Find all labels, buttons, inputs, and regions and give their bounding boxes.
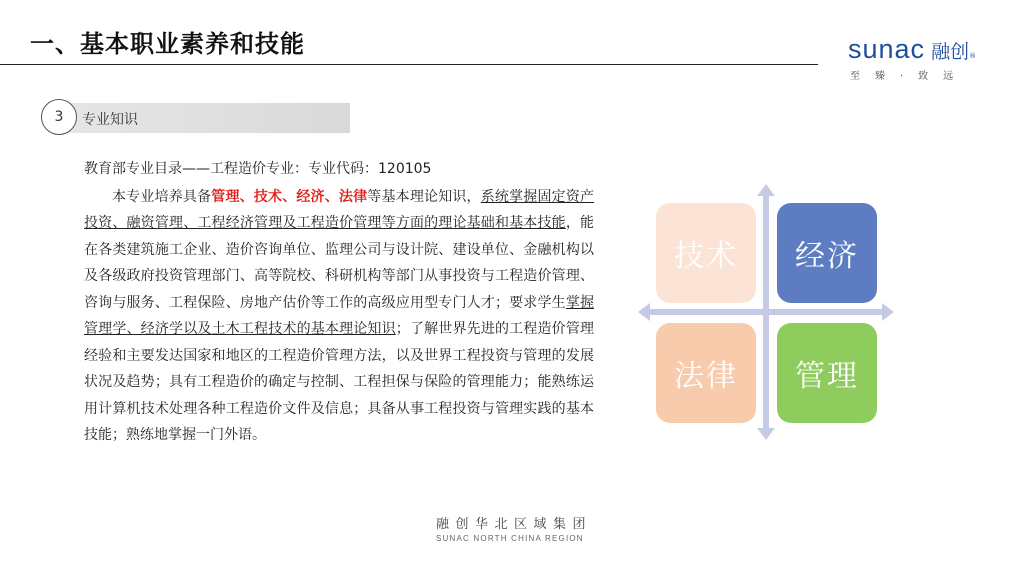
sunac-logo [848,34,988,82]
body-text-1: 本专业培养具备 [112,188,212,205]
quadrant-management: 管理 [777,323,877,423]
section-number-badge: 3 [41,99,77,135]
section-label: 专业知识 [82,112,138,128]
body-text-2: 等基本理论知识， [367,188,481,205]
content-heading: 教育部专业目录——工程造价专业：专业代码：120105 [84,161,432,177]
quadrant-law: 法律 [656,323,756,423]
highlight-red: 管理、技术、经济、法律 [211,188,368,205]
quadrant-economy: 经济 [777,203,877,303]
footer [436,513,596,543]
arrow-down-icon [757,428,775,440]
title-divider [0,64,818,65]
section-header-bar [62,103,350,133]
footer-company-en: SUNAC NORTH CHINA REGION [436,534,584,543]
horizontal-axis [648,309,884,315]
body-text-4: ；了解世界先进的工程造价管理经验和主要发达国家和地区的工程造价管理方法，以及世界工程投资与管理的发展状况及趋势；具有工程造价的确定与控制、工程担保与保险的管理能力；能熟练运用计算机技术处理各种工程造价文件及信息；具备从事工程投资与管理实践的基本技能；熟练地掌握一门外语。 [84,321,595,443]
quadrant-technology: 技术 [656,203,756,303]
logo-tagline: 至臻·致远 [850,71,969,82]
skills-matrix [638,184,894,440]
logo-brand-en: sunac [848,34,926,64]
arrow-up-icon [757,184,775,196]
underlined-text-2: 掌握管理学、经济学以及土木工程技术的基本理论知识 [84,294,594,337]
page-title: 一、基本职业素养和技能 [30,30,305,58]
arrow-left-icon [638,303,650,321]
logo-brand-cn: 融创 [931,41,970,63]
footer-company-cn: 融创华北区域集团 [436,517,593,532]
body-text-3: ，能在各类建筑施工企业、造价咨询单位、监理公司与设计院、建设单位、金融机构以及各级政府投资管理部门、高等院校、科研机构等部门从事投资与工程造价管理、咨询与服务、工程保险、房地产估价等工作的高级应用型专门人才；要求学生 [84,215,594,311]
underlined-text-1: 系统掌握固定资产投资、融资管理、工程经济管理及工程造价管理等方面的理论基础和基本技能 [84,188,595,231]
logo-wordmark [848,34,988,65]
content-body [84,184,594,449]
content-text [84,156,594,449]
arrow-right-icon [882,303,894,321]
registered-mark: ® [969,52,977,60]
